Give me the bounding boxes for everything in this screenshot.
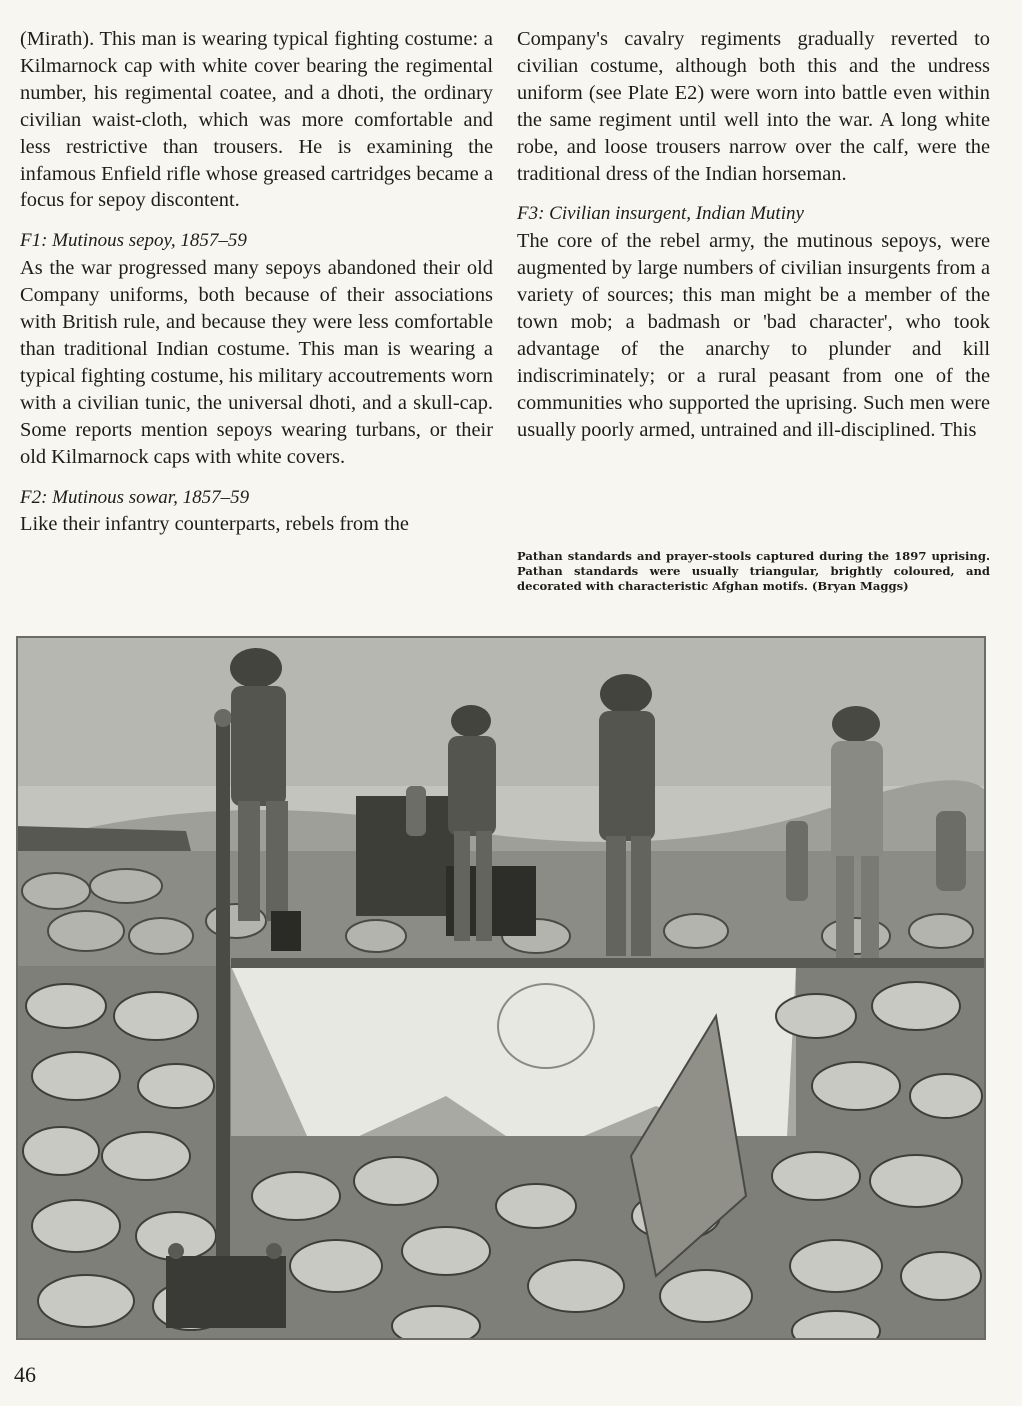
f2-heading: F2: Mutinous sowar, 1857–59	[20, 486, 250, 508]
f3-paragraph: The core of the rebel army, the mutinous sepoys, were augmented by large numbers of civilian insurgents from a variety of sources; this man might be a member of the town mob; a badmash or 'bad character', who took advantage of the anarchy to plunder and kill indiscriminately; or a rural peasant from one of the communities who supported the uprising. Such men were usually poorly armed, untrained and ill-disciplined. This	[517, 230, 990, 441]
left-column	[20, 26, 493, 538]
historical-photograph	[16, 636, 986, 1340]
f1-heading: F1: Mutinous sepoy, 1857–59	[20, 230, 247, 252]
right-intro-paragraph: Company's cavalry regiments gradually reverted to civilian costume, although both this and the undress uniform (see Plate E2) were worn into battle even within the same regiment until well into the war. A long white robe, and loose trousers narrow over the calf, were the traditional dress of the Indian horseman.	[517, 28, 990, 185]
right-column	[517, 26, 990, 444]
f3-heading: F3: Civilian insurgent, Indian Mutiny	[517, 203, 804, 225]
f1-paragraph: As the war progressed many sepoys abandoned their old Company uniforms, both because of their associations with British rule, and because they were less comfortable than traditional Indian costume. This man is wearing a typical fighting costume, his military accoutrements worn with a civilian tunic, the universal dhoti, and a skull-cap. Some reports mention sepoys wearing turbans, or their old Kilmarnock caps with white covers.	[20, 257, 493, 468]
photo-caption: Pathan standards and prayer-stools captured during the 1897 uprising. Pathan standards were usually triangular, brightly coloured, and decorated with characteristic Afghan motifs. (Bryan Maggs)	[517, 549, 990, 594]
left-intro-paragraph: (Mirath). This man is wearing typical fighting costume: a Kilmarnock cap with white cover bearing the regimental number, his regimental coatee, and a dhoti, the ordinary civilian waist-cloth, which was more comfortable and less restrictive than trousers. He is examining the infamous Enfield rifle whose greased cartridges became a focus for sepoy discontent.	[20, 28, 493, 212]
photograph-illustration	[16, 636, 986, 1340]
f2-paragraph: Like their infantry counterparts, rebels from the	[20, 513, 409, 536]
page-number: 46	[14, 1362, 36, 1387]
